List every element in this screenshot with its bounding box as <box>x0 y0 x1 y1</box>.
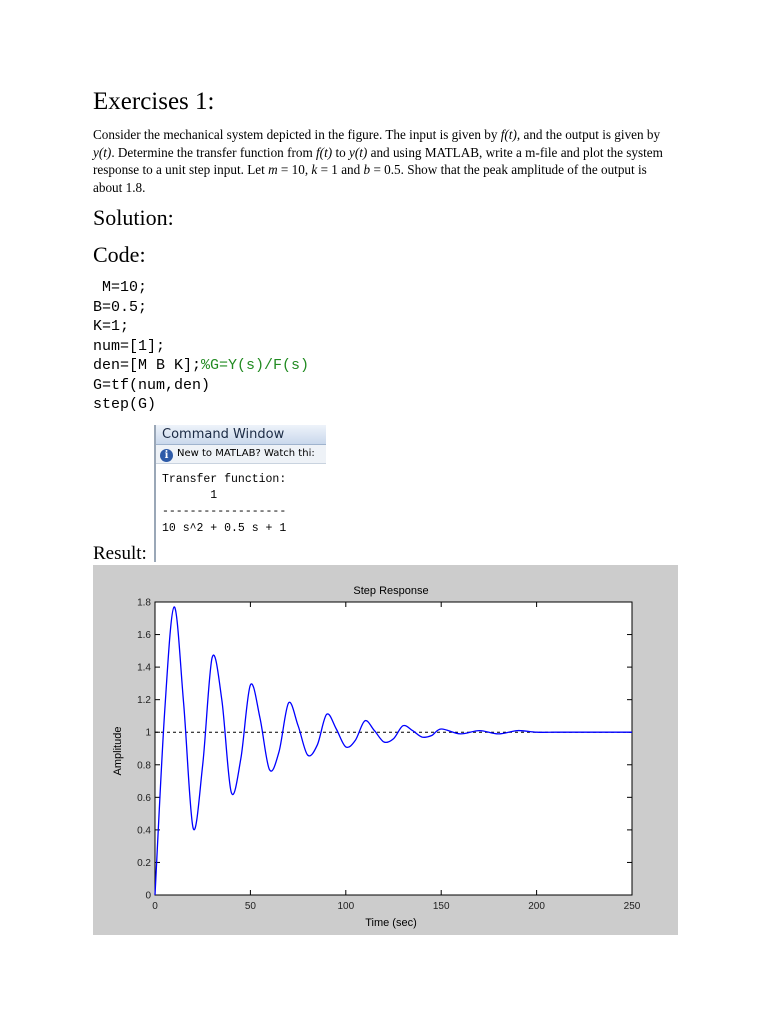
y-tick-label: 1.4 <box>137 662 151 674</box>
x-tick-label: 250 <box>623 901 641 912</box>
output-line: 1 <box>162 489 218 503</box>
code-block <box>93 278 309 415</box>
tip-text: New to MATLAB? Watch thi: <box>177 448 315 459</box>
step-response-chart <box>93 565 678 935</box>
problem-text: . Determine the transfer function from <box>111 144 317 160</box>
chart-title: Step Response <box>353 585 429 597</box>
y-tick-label: 0 <box>145 890 151 902</box>
y-tick-label: 1.2 <box>137 695 151 707</box>
x-axis-label: Time (sec) <box>365 917 417 929</box>
code-line: B=0.5; <box>93 298 148 316</box>
command-window-screenshot <box>154 425 326 562</box>
x-tick-label: 100 <box>337 901 355 912</box>
exercise-title: Exercises 1: <box>93 88 215 115</box>
problem-text: = 0.5. Show that the peak amplitude of the output is about 1.8. <box>93 162 647 195</box>
code-line: M=10; <box>93 279 148 296</box>
y-tick-label: 1.6 <box>137 630 151 642</box>
code-heading: Code: <box>93 242 146 267</box>
output-line: 10 s^2 + 0.5 s + 1 <box>162 521 287 535</box>
y-tick-label: 0.6 <box>137 792 151 804</box>
code-line: num=[1]; <box>93 337 166 355</box>
code-statement: den=[M B K]; <box>93 357 202 374</box>
math-y-of-t: y(t) <box>93 144 112 160</box>
problem-text: to <box>332 144 349 160</box>
problem-text: , and the output is given by <box>516 127 661 142</box>
code-line <box>93 356 309 376</box>
problem-text: = 1 and <box>317 162 364 177</box>
problem-text: Consider the mechanical system depicted in the figure. The input is given by <box>93 127 501 142</box>
x-tick-label: 150 <box>432 901 450 912</box>
x-tick-label: 0 <box>152 901 158 912</box>
problem-text: and using MATLAB, write a m-file and plot the system response to a unit step input. Let <box>93 144 663 177</box>
math-b: b <box>363 162 371 177</box>
output-line: ------------------ <box>162 505 287 519</box>
solution-heading: Solution: <box>93 205 174 230</box>
output-line: Transfer function: <box>162 473 287 486</box>
info-icon: i <box>160 449 173 462</box>
x-tick-label: 50 <box>244 901 256 912</box>
math-k: k <box>311 162 318 177</box>
y-tick-label: 0.8 <box>137 760 151 772</box>
math-f-of-t: f(t) <box>316 144 333 160</box>
command-window-tip <box>156 445 326 464</box>
command-output <box>156 472 326 537</box>
code-line: G=tf(num,den) <box>93 376 211 394</box>
x-tick-label: 200 <box>528 901 545 912</box>
math-y-of-t: y(t) <box>349 144 368 160</box>
problem-statement <box>93 126 673 196</box>
y-tick-label: 0.4 <box>137 825 151 837</box>
result-label: Result: <box>93 543 147 564</box>
code-line: K=1; <box>93 318 130 335</box>
step-response-figure <box>93 565 678 935</box>
code-line: step(G) <box>93 396 157 413</box>
problem-text: = 10, <box>277 162 312 177</box>
command-window-title: Command Window <box>156 425 326 445</box>
y-tick-label: 1 <box>145 727 151 739</box>
y-axis-label: Amplitude <box>112 726 124 776</box>
math-m: m <box>268 162 278 177</box>
y-tick-label: 1.8 <box>137 597 151 609</box>
code-comment: %G=Y(s)/F(s) <box>201 357 310 374</box>
y-tick-label: 0.2 <box>137 857 151 869</box>
math-f-of-t: f(t) <box>500 127 517 142</box>
